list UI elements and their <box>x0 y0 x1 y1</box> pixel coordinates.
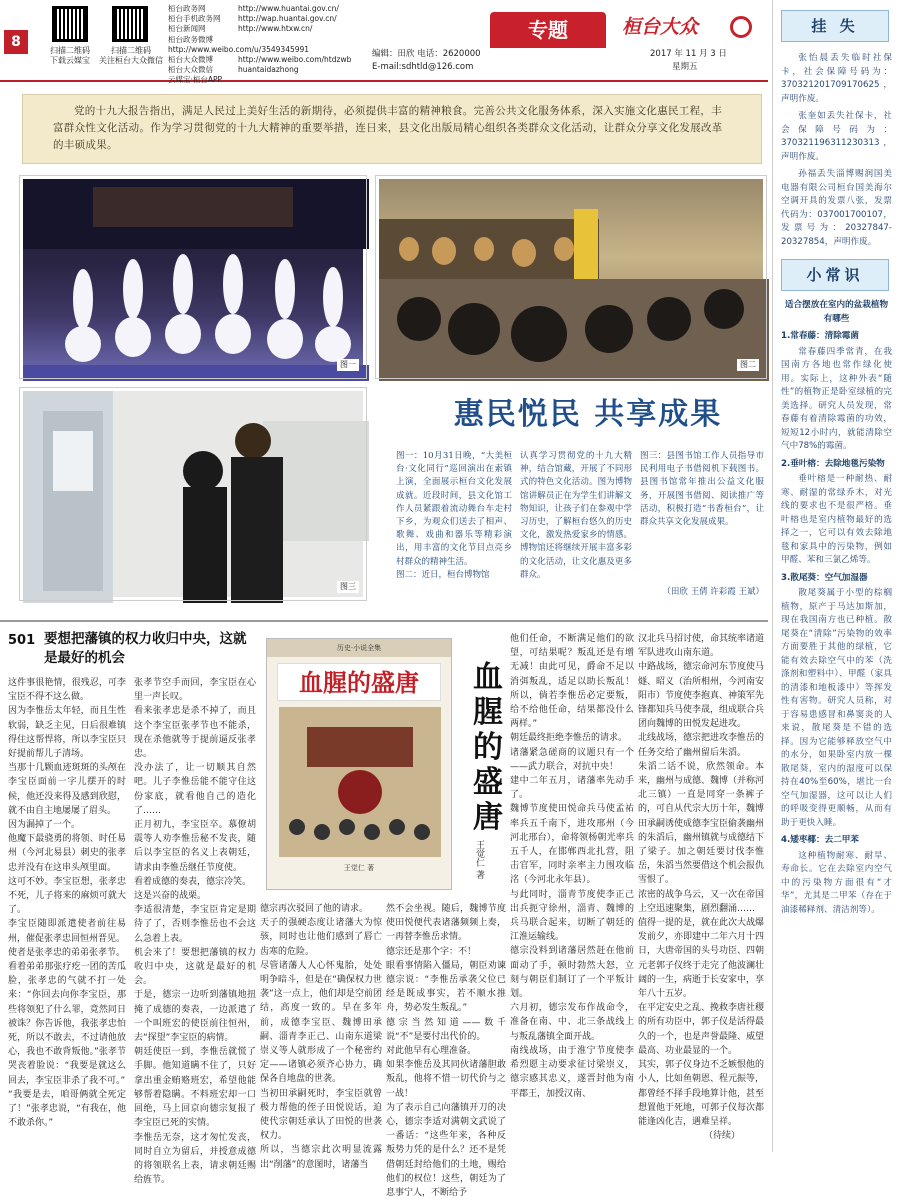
article-column-2: 张孝节空手而回，李宝臣在心里一声长叹。 看来张孝忠是杀不掉了，而且这个李宝臣张孝节也不能杀，现在杀他就等于提前逼反张孝忠。 没办法了，让一切顺其自然吧。儿子李惟岳能不能守住这份家底，就看他自己的造化了…… 正月初九，李宝臣卒。慕僚胡震等人劝李惟岳秘不发丧，随后以李宝臣的名义上表朝廷，请求由李惟岳继任节度使。 看着成德的奏表，德宗冷笑。 这是兴奋的战栗。 李适很清楚，李宝臣肯定是期待了了，否则李惟岳也不会这么急着上表。 机会来了！要想把藩镇的权力收归中央，这就是最好的机会。 于是，德宗一边听到藩镇地扭掩了成德的奏表，一边派遣了一个叫班宏的使臣前往恒州，去“探望”李宝臣的病情。 朝廷使臣一到，李惟岳就慌了手脚。他知道瞒不住了，只好拿出重金贿赂班宏，希望他能够帮着隐瞒。不料班宏却一口回绝，马上回京向德宗复报了李宝臣已死的实情。 李惟岳无奈，这才匆忙发丧，同时自立为留后，并授意成德的将领联名上表，请求朝廷赐给旌节。 <box>134 678 256 1186</box>
editor-info: 编辑：田欣 电话：2620000 <box>372 49 481 59</box>
book-author: 王觉仁 著 <box>343 864 375 872</box>
article-column-1: 这件事很艳情，很残忍，可李宝臣不得不这么做。 因为李惟岳太年轻，而且生性软弱，缺乏主见，日后很难镇得住这帮悍将，所以李宝臣只好提前帮儿子清场。 当那十几颗血迹斑斑的头颅在李宝臣面前一字儿摆开的时候，他还没来得及感到欣慰，就不由自主地屡屡了眉头。 因为漏掉了一个。 他魔下最骁勇的将领、时任易州（今河北易县）刺史的张孝忠并没有在这串头颅里面。 这可不妙。李宝臣想，张孝忠不死，儿子将来的麻烦可就大了。 李宝臣随即派遣使者前往易州，催促张孝忠回恒州晋见。 使者是张孝忠的弟弟张孝节。 看着弟弟那张疗疙一团的苦瓜脸，张孝忠的气就不打一处来：“你回去向你李宝臣，那些将领犯了什么罪，竟然同日被诛？你告诉他，我张孝忠怕死，所以不敢去，不过请他放心，我也不敢背叛他。”张孝节哭丧着脸说：“我要是就这么回去，李宝臣非杀了我不可。” “我要是去，咱哥俩就全死定了！”张孝忠说，“有我在，他不敢杀你。” <box>8 678 126 1129</box>
dancers-illustration <box>23 179 369 381</box>
photo-label: 图三 <box>337 581 359 593</box>
photo-label: 图一 <box>337 359 359 371</box>
article-number: 501 <box>8 633 36 648</box>
site-row[interactable]: 桓台政务网 http://www.huantai.gov.cn/ <box>168 4 339 13</box>
book-series: 历史·小说全集 <box>267 639 451 657</box>
article-column-3: 德宗再次驳回了他的请求。 天子的强硬态度让诸藩大为惊骇，同时也让他们感到了唇亡齿寒的危险。 尽管诸藩人人心怀鬼胎，处处明争暗斗，但是在“确保权力世袭”这一点上，他们却是空前团结，高度一致的。早在多年前，成德李宝臣、魏博田承嗣、淄青李正己、山南东道梁崇义等人就形成了一个秘密约定——诸镇必须齐心协力，确保各自地盘的世袭。 当初田承嗣死时，李宝臣就曾极力帮他的侄子田悦说话，迫使代宗朝廷承认了田悦的世袭权力。 所以，当德宗此次明显流露出“削藩”的意图时，诸藩当 <box>260 904 382 1170</box>
issue-weekday: 星期五 <box>672 62 698 72</box>
book-cover[interactable] <box>266 638 452 890</box>
book-title: 血腥的盛唐 <box>277 663 441 701</box>
tips-body <box>781 299 892 917</box>
caption-1: 图一：10月31日晚，“大美桓台·文化同行”巡回演出在索镇上演，全面展示桓台文化发展成就。近段时间，县文化馆工作人员紧跟着流动舞台车走村下乡，为观众们送去了相声、歌舞、戏曲和器乐等精彩演出，用丰富的文化节目点亮乡村群众的精神生活。 图二：近日，桓台博物馆 <box>396 451 512 580</box>
site-row[interactable]: 桓台新闻网 http://www.htxw.cn/ <box>168 24 313 34</box>
qr2-label-2: 关注桓台大众微信 <box>99 56 163 66</box>
site-list <box>168 4 368 86</box>
photo-credit: （田欣 王倩 许彩霞 王斌） <box>662 587 764 597</box>
article-column-5: 他们任命，不断满足他们的欲望，可结果呢？叛乱还是有增无减！由此可见，爵命不足以消弭叛乱，适足以助长叛乱！所以，倘若李惟岳必定要叛，给不给他任命，结果都没什么两样。” 朝廷最终拒绝李惟岳的请求。 诸藩紧急磋商的议题只有一个——武力联合，对抗中央！ 建中二年五月，诸藩率先动手了。 魏博节度使田悦命兵马使孟祐率兵五千南下，进攻邢州（今河北邢台），命将领杨朝光率兵五千人，在邯郸西北扎营，阻击官军，同时亲率主力围攻临洺（今河北永年县）。 与此同时，淄青节度使李正己出兵扼守徐州，淄青、魏博的兵马联合起来，切断了朝廷的江淮运输线。 德宗没料到诸藩居然赶在他前面动了手，顿时勃然大怒，立刻与朝臣们制订了一个平叛计划。 六月初，德宗发布作战命令，准备在南、中、北三条战线上与叛乱藩镇全面开战。 南线战场，由于淮宁节度使李希烈愿主动要求征讨梁崇义，德宗感其忠义，遂晋封他为南平郡王，加授汉南、 <box>510 634 634 1099</box>
qr-code-wechat[interactable] <box>99 6 168 67</box>
section-title: 专题 <box>490 12 606 48</box>
masthead <box>0 0 768 85</box>
site-row[interactable]: 桓台政务微博http://www.weibo.com/u/3549345991 <box>168 34 310 54</box>
lost-notice: 张怡晨丢失临时社保卡，社会保障号码为：370321201709170625，声明作废。 <box>781 53 892 104</box>
feature-headline: 惠民悦民 共享成果 <box>453 397 723 432</box>
tip-heading: 4.矮枣椰：去二甲苯 <box>781 835 859 845</box>
tip-text: 散尾葵属于小型的棕榈植物，原产于马达加斯加，现在我国南方也已种植。散尾葵在“清除”污染物的效率方面要胜于其他的绿植，它能有效去除空气中的苯（洗涤剂和塑料中）、甲醛（家具的清漆和地板漆中）等挥发性有害物。研究人员称，对于容易患感冒和鼻窦炎的人来说，散尾葵是不错的选择。因为它能够释放空气中的水分，如果卧室内放一棵散尾葵，室内的湿度可以保持在40%至60%，堪比一台空气加湿器，这可以让人们的呼吸变得更顺畅，从而有助于更快入睡。 <box>781 588 892 828</box>
lost-notices <box>781 52 892 249</box>
article-title: 要想把藩镇的权力收归中央，这就是最好的机会 <box>44 631 247 666</box>
caption-2: 认真学习贯彻党的十九大精神，结合馆藏，开展了不同形式的特色文化活动。图为博物馆讲解员正在为学生们讲解文物知识，让孩子们在参观中学习历史，了解桓台悠久的历史文化，激发热爱家乡的情感。博物馆还将继续开展丰富多彩的文化活动，让文化惠及更多群众。 <box>520 451 632 580</box>
tip-text: 这种植物耐寒、耐旱、寿命长。它在去除室内空气中的污染物方面很有“才华”，尤其是二甲苯（存在于油漆稀释剂、清洁剂等）。 <box>781 850 892 915</box>
lost-notice: 张奎如丢失社保卡，社会保障号码为：370321196311230313，声明作废。 <box>781 111 892 162</box>
book-vertical-author: 王觉仁 著 <box>474 840 485 879</box>
tip-heading: 3.散尾葵：空气加湿器 <box>781 572 868 583</box>
site-row[interactable]: 云媒宝·桓台APP <box>168 75 223 85</box>
qr-code-app[interactable] <box>52 6 100 67</box>
photo-performance[interactable] <box>20 176 366 378</box>
qr-icon <box>52 6 88 42</box>
photo-museum[interactable] <box>376 176 766 378</box>
tip-heading: 2.垂叶榕：去除地毯污染物 <box>781 458 885 469</box>
site-row[interactable]: 桓台大众微信 huantaidazhong <box>168 65 299 75</box>
site-row[interactable]: 桓台大众微博 http://www.weibo.com/htdzwb <box>168 55 352 65</box>
page-number: 8 <box>4 30 28 54</box>
editor-email[interactable]: E-mail:sdhtld@126.com <box>372 62 474 72</box>
qr2-label-1: 扫描二维码 <box>111 46 151 55</box>
library-illustration <box>23 391 369 603</box>
tip-text: 常春藤四季常青，在我国南方各地也常作绿化使用。实际上，这种外表“随性”的植物正是卧室绿植的完美选择。研究人员发现，常春藤有着清除霉菌的功效，短短12小时内，就能清除空气中78%的霉菌。 <box>781 346 892 451</box>
site-row[interactable]: 桓台手机政务网 http://wap.huantai.gov.cn/ <box>168 14 337 24</box>
tip-text: 垂叶榕是一种耐热、耐寒、耐湿的常绿乔木，对光线的要求也不是很严格。垂叶榕也是室内植物最好的选择之一，它可以有效去除地毯和家具中的污染物，例如甲醛、苯和三氯乙烯等。 <box>781 474 892 565</box>
photo-library[interactable] <box>20 388 366 600</box>
book-vertical-title: 血腥的盛唐 <box>473 660 503 835</box>
book-illustration <box>267 707 453 867</box>
tips-title: 小常识 <box>781 259 889 291</box>
to-be-continued: （待续） <box>704 1131 741 1141</box>
museum-illustration <box>379 179 769 381</box>
tip-heading: 1.常春藤：清除霉菌 <box>781 331 859 341</box>
qr1-label-1: 扫描二维码 <box>50 46 90 55</box>
lost-title: 挂 失 <box>781 10 889 42</box>
photo-label: 图二 <box>737 359 759 371</box>
qr-icon <box>112 6 148 42</box>
issue-date: 2017 年 11 月 3 日 <box>650 49 727 59</box>
brand-logo-icon <box>730 16 752 38</box>
article-column-6: 汉北兵马招讨使，命其统率诸道军队进攻山南东道。 中路战场，德宗命河东节度使马燧、昭义（治所相州，今河南安阳市）节度使李抱真、神策军先锋都知兵马使李晟，组成联合兵团向魏博的田悦发起进攻。 北线战场，德宗把进攻李惟岳的任务交给了幽州留后朱滔。 朱滔二话不说，欣然领命。本来，幽州与成德、魏博（并称河北三镇）一直是同穿一条裤子的，可自从代宗大历十年，魏博田承嗣诱使成德李宝臣偷袭幽州的朱滔后，幽州镇就与成德结下了梁子。加之朝廷要讨伐李惟岳，朱滔当然要借这个机会报仇雪恨了。 浓密的战争乌云，又一次在帝国上空迅速聚集，剧烈翻涌…… 值得一提的是，就在此次大战爆发前夕，亦即建中二年六月十四日，大唐帝国的头号功臣、四朝元老郭子仪终于走完了他波澜壮阔的一生，病逝于长安家中，享年八十五岁。 在平定安史之乱、挽救李唐社稷的所有功臣中，郭子仪是活得最久的一个，也是声誉最隆、威望最高、功业最显的一个。 其实，郭子仪身边不乏嫉恨他的小人，比如鱼朝恩、程元振等，都曾经不择手段地算计他，甚至想置他于死地，可郭子仪每次都能逢凶化吉，遇难呈祥。 <box>638 634 765 1127</box>
newspaper-brand: 桓台大众 <box>622 16 699 38</box>
qr1-label-2: 下载云媒宝 <box>50 56 90 66</box>
intro-text: 党的十九大报告指出，满足人民过上美好生活的新期待，必须提供丰富的精神粮食。完善公共文化服务体系，深入实施文化惠民工程，丰富群众性文化活动。作为学习贯彻党的十九大精神的重要举措，连日来，县文化出版局精心组织各类群众文化活动，让群众分享文化发展改革的丰硕成果。 <box>53 105 723 151</box>
tips-subtitle: 适合摆放在室内的盆栽植物有哪些 <box>784 300 889 324</box>
article-column-4: 然不会坐视。随后，魏博节度使田悦便代表诸藩频频上奏，一再替李惟岳求情。 德宗还是那个字：不！ 眼看事情陷入僵局，朝臣劝谏德宗说：“李惟岳承袭父位已经是既成事实，若不顺水推舟，势必发生叛乱。” 德宗当然知道——数千说“不”是要付出代价的。 对此他早有心理准备。 如果李惟岳及其同伙诸藩胆敢叛乱，他将不惜一切代价与之一战！ 为了表示自己向藩镇开刀的决心，德宗李适对满朝文武说了一番话：“这些年来，各种反叛势力凭的是什么？还不是凭借朝廷封给他们的土地，赐给他们的权位！这些，朝廷为了息事宁人，不断给予 <box>386 904 506 1199</box>
lost-notice: 孙福丢失淄博赐润国美电器有限公司桓台国美海尔空调开具的发票八张，发票代码为：037001700107，发票号为：20327847-20327854，声明作废。 <box>781 169 892 247</box>
caption-3: 图三：县图书馆工作人员指导市民利用电子书借阅机下载图书。县图书馆常年推出公益文化服务，开展图书借阅、阅读推广等活动，积极打造“书香桓台”，让群众共享文化发展成果。 <box>640 451 764 528</box>
sidebar <box>772 0 900 1152</box>
intro-box <box>22 94 762 164</box>
